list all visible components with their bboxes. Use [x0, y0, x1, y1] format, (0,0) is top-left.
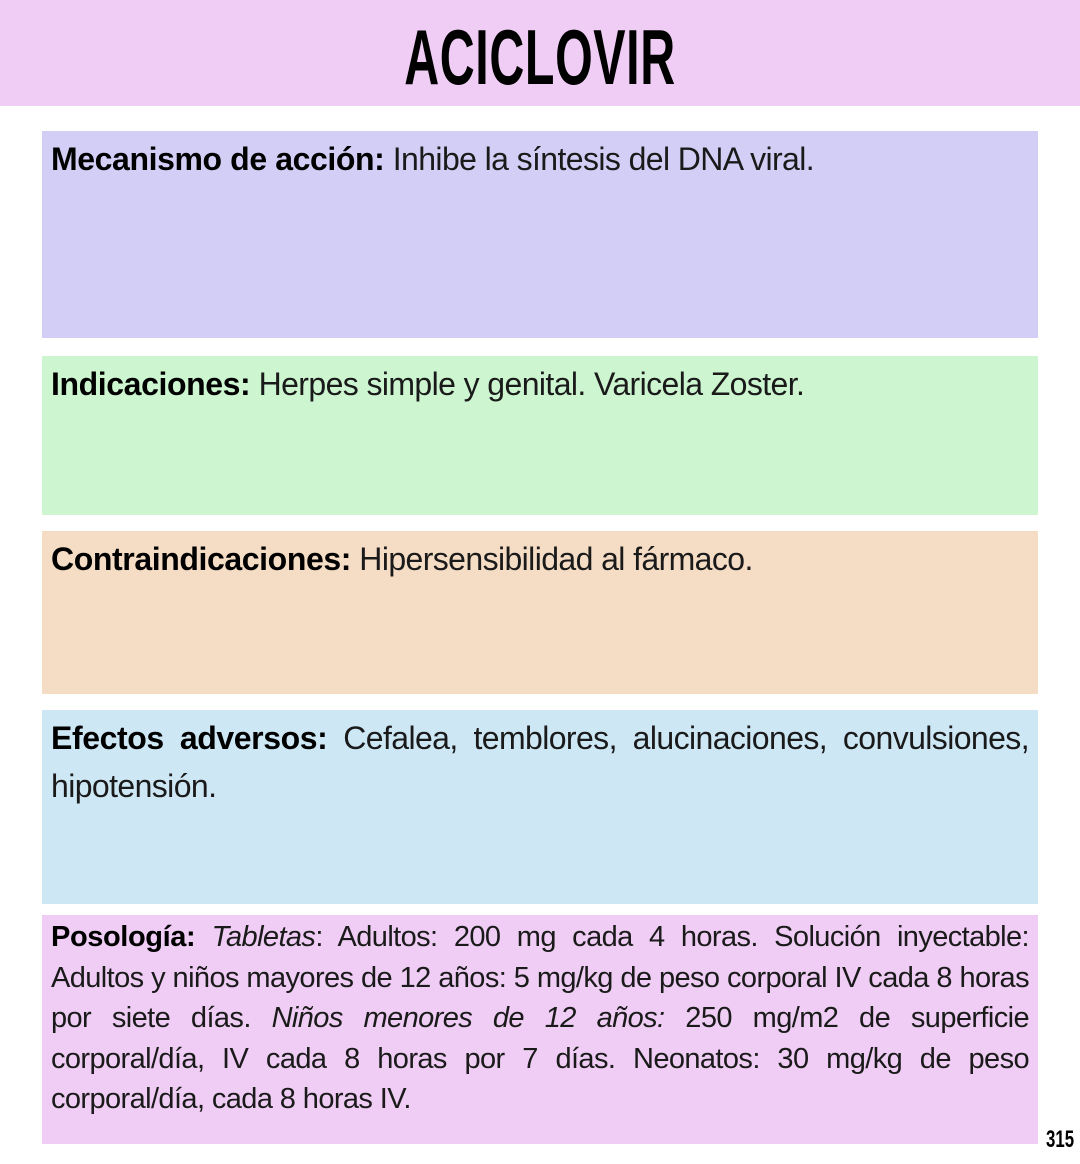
drug-title: ACICLOVIR — [404, 13, 676, 101]
dosage-tablets-label: Tabletas — [195, 921, 316, 953]
section-label: Contraindicaciones: — [51, 541, 352, 577]
section-label: Efectos adversos: — [51, 720, 328, 756]
section-text: Herpes simple y genital. Varicela Zoster. — [250, 366, 805, 402]
section-label: Mecanismo de acción: — [51, 141, 385, 177]
title-banner — [0, 0, 1080, 106]
dosage-children-label: Niños menores de 12 años: — [271, 1002, 665, 1034]
dosage-text-children-neonates: 250 mg/m2 de superficie corporal/día, IV cada 8 horas por 7 días. Neonatos: 30 mg/kg de peso corporal/día, cada 8 horas IV. — [51, 1002, 1030, 1115]
section-mechanism — [42, 131, 1038, 338]
section-dosage — [42, 915, 1038, 1144]
dosage-text-adults: : Adultos: 200 mg cada 4 horas. Solución inyectable: Adultos y niños mayores de 12 años: 5 mg/kg de peso corporal IV cada 8 horas por siete días. — [51, 921, 1029, 1034]
section-text: Cefalea, temblores, alucinaciones, convulsiones, hipotensión. — [51, 720, 1030, 804]
section-indications — [42, 356, 1038, 515]
section-text: Hipersensibilidad al fármaco. — [351, 541, 753, 577]
section-adverse-effects — [42, 710, 1038, 904]
section-label: Posología: — [51, 921, 196, 953]
page-number: 315 — [1045, 1126, 1074, 1153]
section-contraindications — [42, 531, 1038, 694]
section-text: Inhibe la síntesis del DNA viral. — [384, 141, 815, 177]
section-label: Indicaciones: — [51, 366, 251, 402]
